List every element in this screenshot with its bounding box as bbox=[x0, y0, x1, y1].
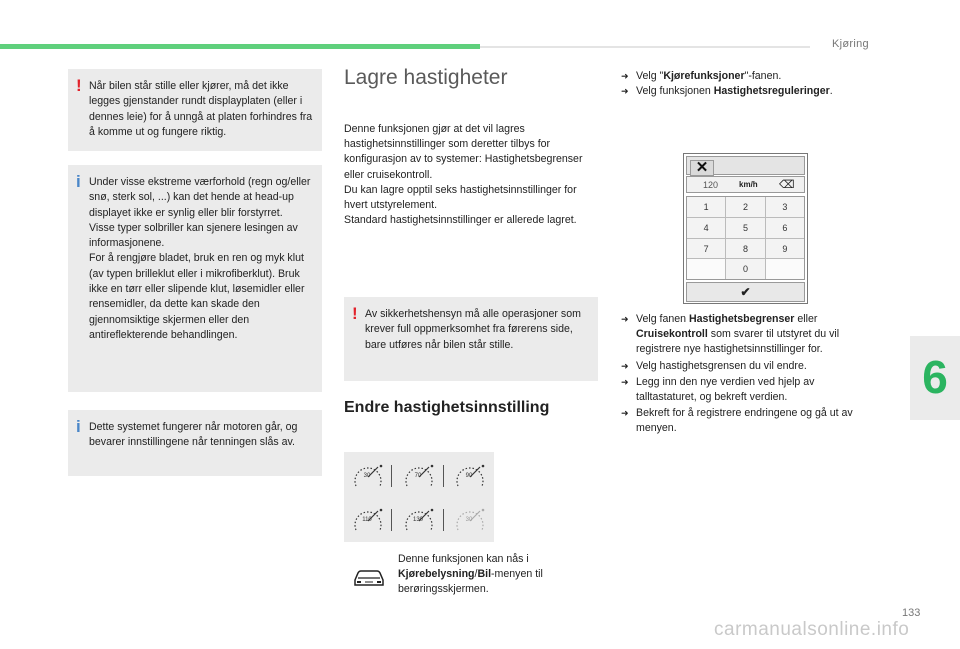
speed-gauge-icon bbox=[352, 506, 388, 534]
divider bbox=[443, 509, 444, 531]
arrow-bullet-icon: ➜ bbox=[621, 377, 629, 387]
gauge-value: 90 bbox=[465, 473, 473, 479]
header-rule bbox=[480, 46, 810, 48]
tab-name-cruise-control: Cruisekontroll bbox=[636, 328, 708, 341]
checkmark-icon[interactable]: ✔ bbox=[686, 282, 805, 302]
info-icon: i bbox=[76, 417, 81, 436]
step-1-prefix: Velg " bbox=[636, 70, 664, 82]
key-7[interactable] bbox=[687, 239, 725, 259]
intro-text-1: Denne funksjonen gjør at det vil lagres hastighetsinnstillinger som deretter tilbys for konfigurasjon av to systemer: Hastighetsbegrenser eller cruisekontroll. bbox=[344, 123, 583, 181]
step-6-text: Bekreft for å registrere endringene og gå ut av menyen. bbox=[636, 407, 853, 435]
key-label: 1 bbox=[703, 202, 709, 212]
key-label: 6 bbox=[782, 222, 788, 233]
chapter-color-bar bbox=[0, 44, 480, 49]
access-prefix: Denne funksjonen kan nås i bbox=[398, 553, 529, 565]
warning-text: Av sikkerhetshensyn må alle operasjoner som krever full oppmerksomhet fra førerens side, bare utføres når bilen står stille. bbox=[365, 308, 581, 351]
step-3 bbox=[621, 312, 881, 358]
exclamation-icon: ! bbox=[76, 76, 82, 95]
key-label: 8 bbox=[742, 243, 748, 254]
key-4[interactable] bbox=[687, 218, 725, 238]
key-1[interactable] bbox=[687, 197, 725, 217]
step-1 bbox=[621, 69, 861, 84]
key-9[interactable] bbox=[766, 239, 804, 259]
info-box-memory bbox=[68, 410, 322, 476]
subsection-heading: Endre hastighetsinnstilling bbox=[344, 399, 550, 416]
step-2-prefix: Velg funksjonen bbox=[636, 85, 714, 97]
info-line-1: Under visse ekstreme værforhold (regn og/eller snø, sterk sol, ...) kan det hende at head-up displayet ikke er synlig eller blir forstyrret. bbox=[89, 176, 311, 219]
key-label: 0 bbox=[742, 264, 748, 275]
intro-text-2: Du kan lagre opptil seks hastighetsinnstillinger for hvert utstyrelement. bbox=[344, 183, 577, 212]
speed-value: 120 bbox=[703, 180, 719, 190]
key-5[interactable] bbox=[726, 218, 764, 238]
key-6[interactable] bbox=[766, 218, 804, 238]
key-8[interactable] bbox=[726, 239, 764, 259]
speed-gauge-icon bbox=[454, 462, 490, 490]
intro-text-3: Standard hastighetsinnstillinger er allerede lagret. bbox=[344, 214, 577, 227]
step-1-suffix: "-fanen. bbox=[744, 70, 782, 82]
info-line-2: Visse typer solbriller kan sjenere lesingen av informasjonene. bbox=[89, 221, 298, 250]
chapter-tab bbox=[910, 336, 960, 420]
backspace-icon[interactable]: ⌫ bbox=[779, 179, 795, 191]
access-info bbox=[398, 552, 598, 598]
car-icon bbox=[352, 566, 386, 588]
speed-keypad-screen bbox=[683, 153, 808, 304]
arrow-bullet-icon: ➜ bbox=[621, 361, 629, 371]
info-icon: i bbox=[76, 172, 81, 191]
divider bbox=[391, 465, 392, 487]
section-heading: Lagre hastigheter bbox=[344, 66, 508, 89]
warning-box-display bbox=[68, 69, 322, 151]
gauge-value: 30 bbox=[363, 473, 371, 479]
step-2 bbox=[621, 84, 871, 99]
menu-name-car: Bil bbox=[477, 568, 492, 581]
menu-name-lighting: Kjørebelysning bbox=[398, 568, 475, 581]
exclamation-icon: ! bbox=[352, 304, 358, 323]
arrow-bullet-icon: ➜ bbox=[621, 71, 629, 81]
key-2[interactable] bbox=[726, 197, 764, 217]
arrow-bullet-icon: ➜ bbox=[621, 314, 629, 324]
step-5 bbox=[621, 375, 866, 405]
key-label: 7 bbox=[703, 243, 709, 254]
info-text bbox=[68, 165, 322, 353]
speed-gauge-icon bbox=[403, 506, 439, 534]
speed-unit: km/h bbox=[739, 180, 758, 189]
warning-box-safety bbox=[344, 297, 598, 381]
speed-gauge-icon bbox=[454, 506, 490, 534]
page-number: 133 bbox=[902, 607, 921, 619]
step-3-prefix: Velg fanen bbox=[636, 313, 690, 325]
arrow-bullet-icon: ➜ bbox=[621, 86, 629, 96]
step-3-mid: eller bbox=[794, 313, 818, 325]
key-blank-left bbox=[687, 259, 725, 279]
step-5-text: Legg inn den nye verdien ved hjelp av talltastaturet, og bekreft verdien. bbox=[636, 376, 815, 404]
access-slash: / bbox=[474, 568, 478, 581]
warning-text: Når bilen står stille eller kjører, må det ikke legges gjenstander rundt displayplaten (eller i dennes leie) for å unngå at platen forhindres fra å komme ut og fungere riktig. bbox=[89, 80, 313, 138]
close-icon[interactable]: ✕ bbox=[690, 160, 714, 176]
info-text: Dette systemet fungerer når motoren går, og bevarer innstillingene når tenningen slås av. bbox=[89, 421, 298, 449]
step-6 bbox=[621, 406, 876, 436]
tab-name-driving-functions: Kjørefunksjoner bbox=[663, 70, 745, 82]
gauge-value: 110 bbox=[362, 517, 372, 523]
step-4 bbox=[621, 359, 881, 374]
chapter-number: 6 bbox=[922, 351, 948, 403]
key-3[interactable] bbox=[766, 197, 804, 217]
step-4-text: Velg hastighetsgrensen du vil endre. bbox=[636, 360, 807, 372]
numeric-keypad bbox=[686, 196, 805, 280]
function-name-speed-regulation: Hastighetsreguleringer bbox=[713, 85, 830, 97]
keypad-header bbox=[686, 156, 805, 175]
key-label: 2 bbox=[742, 202, 748, 212]
step-2-suffix: . bbox=[829, 85, 833, 97]
divider bbox=[391, 509, 392, 531]
tab-name-speed-limiter: Hastighetsbegrenser bbox=[689, 313, 795, 325]
key-label: 5 bbox=[742, 222, 748, 233]
intro-paragraph bbox=[344, 122, 602, 228]
speed-value-field[interactable] bbox=[686, 176, 805, 193]
chapter-title: Kjøring bbox=[832, 38, 869, 50]
key-label: 4 bbox=[703, 222, 709, 233]
access-suffix: -menyen til berøringsskjermen. bbox=[398, 568, 543, 596]
arrow-bullet-icon: ➜ bbox=[621, 408, 629, 418]
info-box-headup bbox=[68, 165, 322, 392]
watermark: carmanualsonline.info bbox=[714, 619, 910, 640]
key-label: 9 bbox=[782, 243, 788, 254]
key-blank-right bbox=[766, 259, 804, 279]
speed-gauges-panel bbox=[344, 452, 494, 542]
gauge-value: 70 bbox=[414, 473, 422, 479]
divider bbox=[443, 465, 444, 487]
speed-gauge-icon bbox=[403, 462, 439, 490]
speed-gauge-icon bbox=[352, 462, 388, 490]
gauge-value: 30 bbox=[465, 517, 473, 523]
key-label: 3 bbox=[782, 202, 788, 212]
gauge-value: 130 bbox=[412, 517, 423, 523]
step-3-suffix: som svarer til utstyret du vil registrere nye hastighetsinnstillinger for. bbox=[636, 328, 840, 356]
info-line-3: For å rengjøre bladet, bruk en ren og myk klut (av typen brilleklut eller i mikrofiberklut). Bruk ikke en tørr eller slipende klut, løsemidler eller rensemidler, da dette kan skade den gjennomsiktige skjermen eller den antireflekterende behandlingen. bbox=[89, 252, 305, 341]
key-0[interactable] bbox=[726, 259, 764, 279]
